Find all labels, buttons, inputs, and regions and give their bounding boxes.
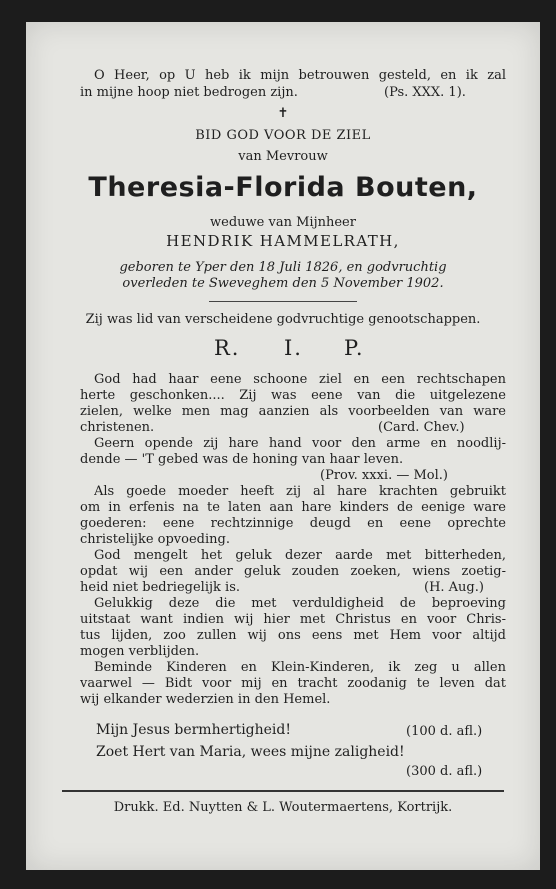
bid-line: BID GOD VOOR DE ZIEL — [195, 128, 371, 143]
body-line: zielen, welke men mag aanzien als voorbeelden van ware — [80, 404, 506, 419]
body-line: God mengelt het geluk dezer aarde met bitterheden, — [94, 548, 506, 563]
body-line: vaarwel — Bidt voor mij en tracht zoodanig te leven dat — [80, 676, 506, 691]
rip-p: P. — [344, 336, 365, 360]
body-line: Als goede moeder heeft zij al hare krachten gebruikt — [94, 484, 506, 499]
died-line: overleden te Sweveghem den 5 November 1902. — [122, 276, 444, 291]
source-citation: (H. Aug.) — [424, 580, 484, 595]
rip-r: R. — [214, 336, 241, 360]
body-line: tus lijden, zoo zullen wij ons eens met Hem voor altijd — [80, 628, 506, 643]
cross-icon: ✝ — [277, 106, 289, 121]
body-line: Gelukkig deze die met verduldigheid de beproeving — [94, 596, 506, 611]
body-line: herte geschonken.... Zij was eene van die uitgelezene — [80, 388, 506, 403]
rip-i: I. — [284, 336, 303, 360]
prayer-2: Zoet Hert van Maria, wees mijne zaligheid! — [96, 744, 405, 760]
prayer-1: Mijn Jesus bermhertigheid! — [96, 722, 291, 738]
prayer-2-indulgence: (300 d. afl.) — [406, 764, 483, 779]
body-line: goederen: eene rechtzinnige deugd en eene oprechte — [80, 516, 506, 531]
widow-of: weduwe van Mijnheer — [210, 215, 356, 230]
body-line: Geern opende zij hare hand voor den arme en noodlij- — [94, 436, 506, 451]
body-line: wij elkander wederzien in den Hemel. — [80, 692, 331, 707]
verse-line-2: in mijne hoop niet bedrogen zijn. — [80, 85, 298, 100]
body-line: God had haar eene schoone ziel en een rechtschapen — [94, 372, 506, 387]
body-line: mogen verblijden. — [80, 644, 200, 659]
source-citation: (Prov. xxxi. — Mol.) — [320, 468, 448, 483]
prayer-1-indulgence: (100 d. afl.) — [406, 724, 483, 739]
body-line: dende — 'T gebed was de honing van haar leven. — [80, 452, 404, 467]
printer-line: Drukk. Ed. Nuytten & L. Woutermaertens, Kortrijk. — [113, 800, 453, 815]
source-citation: (Card. Chev.) — [378, 420, 465, 435]
born-line: geboren te Yper den 18 Juli 1826, en godvruchtig — [119, 260, 447, 275]
body-line: christelijke opvoeding. — [80, 532, 230, 547]
footer-rule — [62, 790, 504, 792]
body-line: heid niet bedriegelijk is. — [80, 580, 240, 595]
body-line: christenen. — [80, 420, 155, 435]
body-line: om in erfenis na te laten aan hare kinders de eenige ware — [80, 500, 506, 515]
husband-name: HENDRIK HAMMELRATH, — [166, 232, 400, 250]
deceased-name: Theresia-Florida Bouten, — [88, 172, 478, 203]
body-line: Beminde Kinderen en Klein-Kinderen, ik zeg u allen — [94, 660, 506, 675]
body-line: opdat wij een ander geluk zouden zoeken, wiens zoetig- — [80, 564, 506, 579]
body-line: uitstaat want indien wij hier met Christus en voor Chris- — [80, 612, 506, 627]
verse-line-1: O Heer, op U heb ik mijn betrouwen gesteld, en ik zal — [94, 68, 506, 83]
van-mevrouw: van Mevrouw — [238, 149, 328, 164]
verse-reference: (Ps. XXX. 1). — [384, 85, 466, 100]
memorial-card — [26, 22, 540, 870]
membership-line: Zij was lid van verscheidene godvruchtige genootschappen. — [85, 312, 481, 327]
separator-rule — [209, 301, 357, 302]
